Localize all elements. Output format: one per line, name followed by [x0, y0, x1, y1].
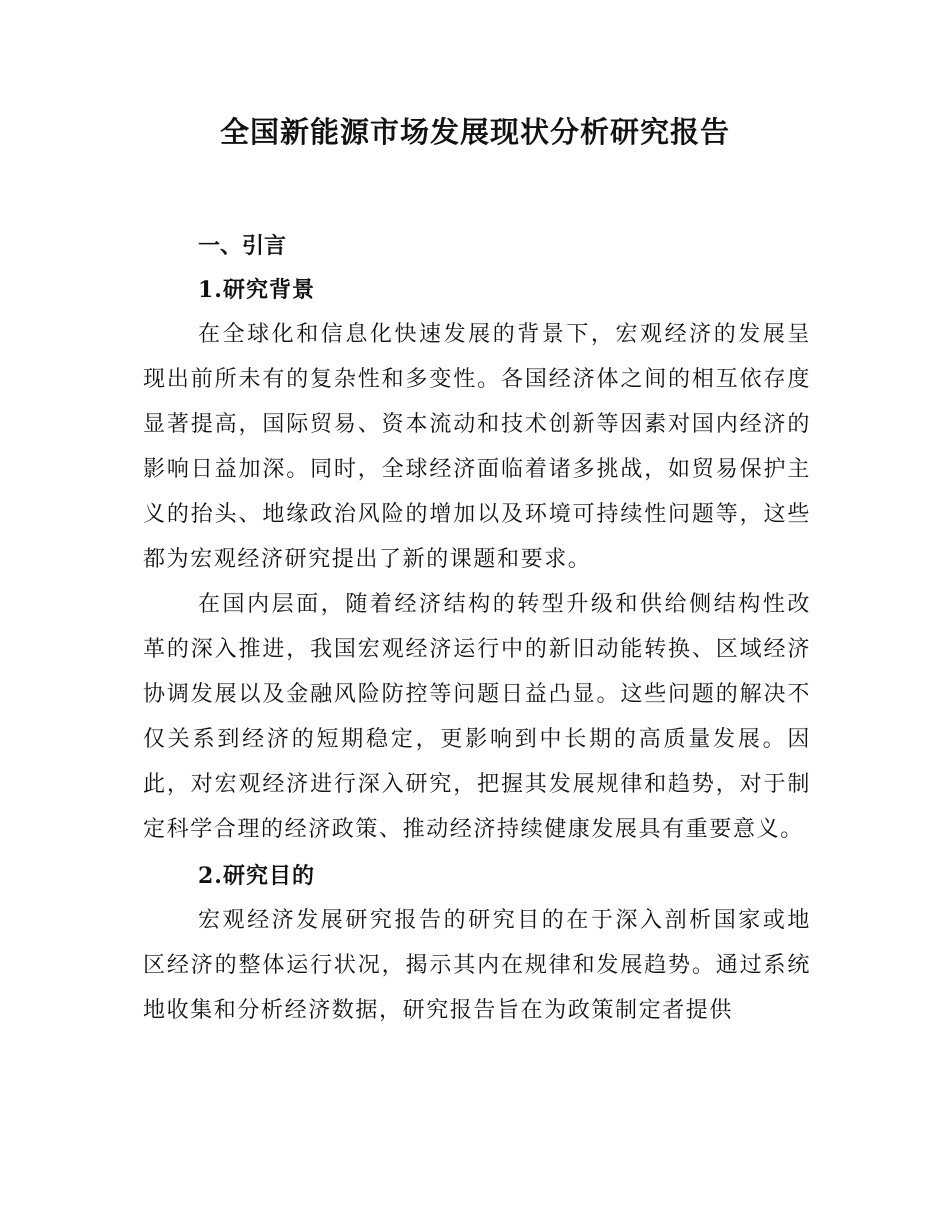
document-title: 全国新能源市场发展现状分析研究报告 — [219, 115, 730, 149]
paragraph-purpose-1: 宏观经济发展研究报告的研究目的在于深入剖析国家或地区经济的整体运行状况，揭示其内在规律和发展趋势。通过系统地收集和分析经济数据，研究报告旨在为政策制定者提供 — [143, 908, 811, 1023]
subsection-heading-purpose: 2.研究目的 — [198, 863, 315, 889]
paragraph-background-2: 在国内层面，随着经济结构的转型升级和供给侧结构性改革的深入推进，我国宏观经济运行中的新旧动能转换、区域经济协调发展以及金融风险防控等问题日益凸显。这些问题的解决不仅关系到经济的短期稳定，更影响到中长期的高质量发展。因此，对宏观经济进行深入研究，把握其发展规律和趋势，对于制定科学合理的经济政策、推动经济持续健康发展具有重要意义。 — [143, 592, 811, 842]
document-body — [143, 228, 811, 1033]
paragraph-background-1: 在全球化和信息化快速发展的背景下，宏观经济的发展呈现出前所未有的复杂性和多变性。各国经济体之间的相互依存度显著提高，国际贸易、资本流动和技术创新等因素对国内经济的影响日益加深。同时，全球经济面临着诸多挑战，如贸易保护主义的抬头、地缘政治风险的增加以及环境可持续性问题等，这些都为宏观经济研究提出了新的课题和要求。 — [143, 322, 811, 572]
subsection-heading-background: 1.研究背景 — [198, 277, 315, 303]
section-heading-introduction: 一、引言 — [198, 234, 287, 259]
